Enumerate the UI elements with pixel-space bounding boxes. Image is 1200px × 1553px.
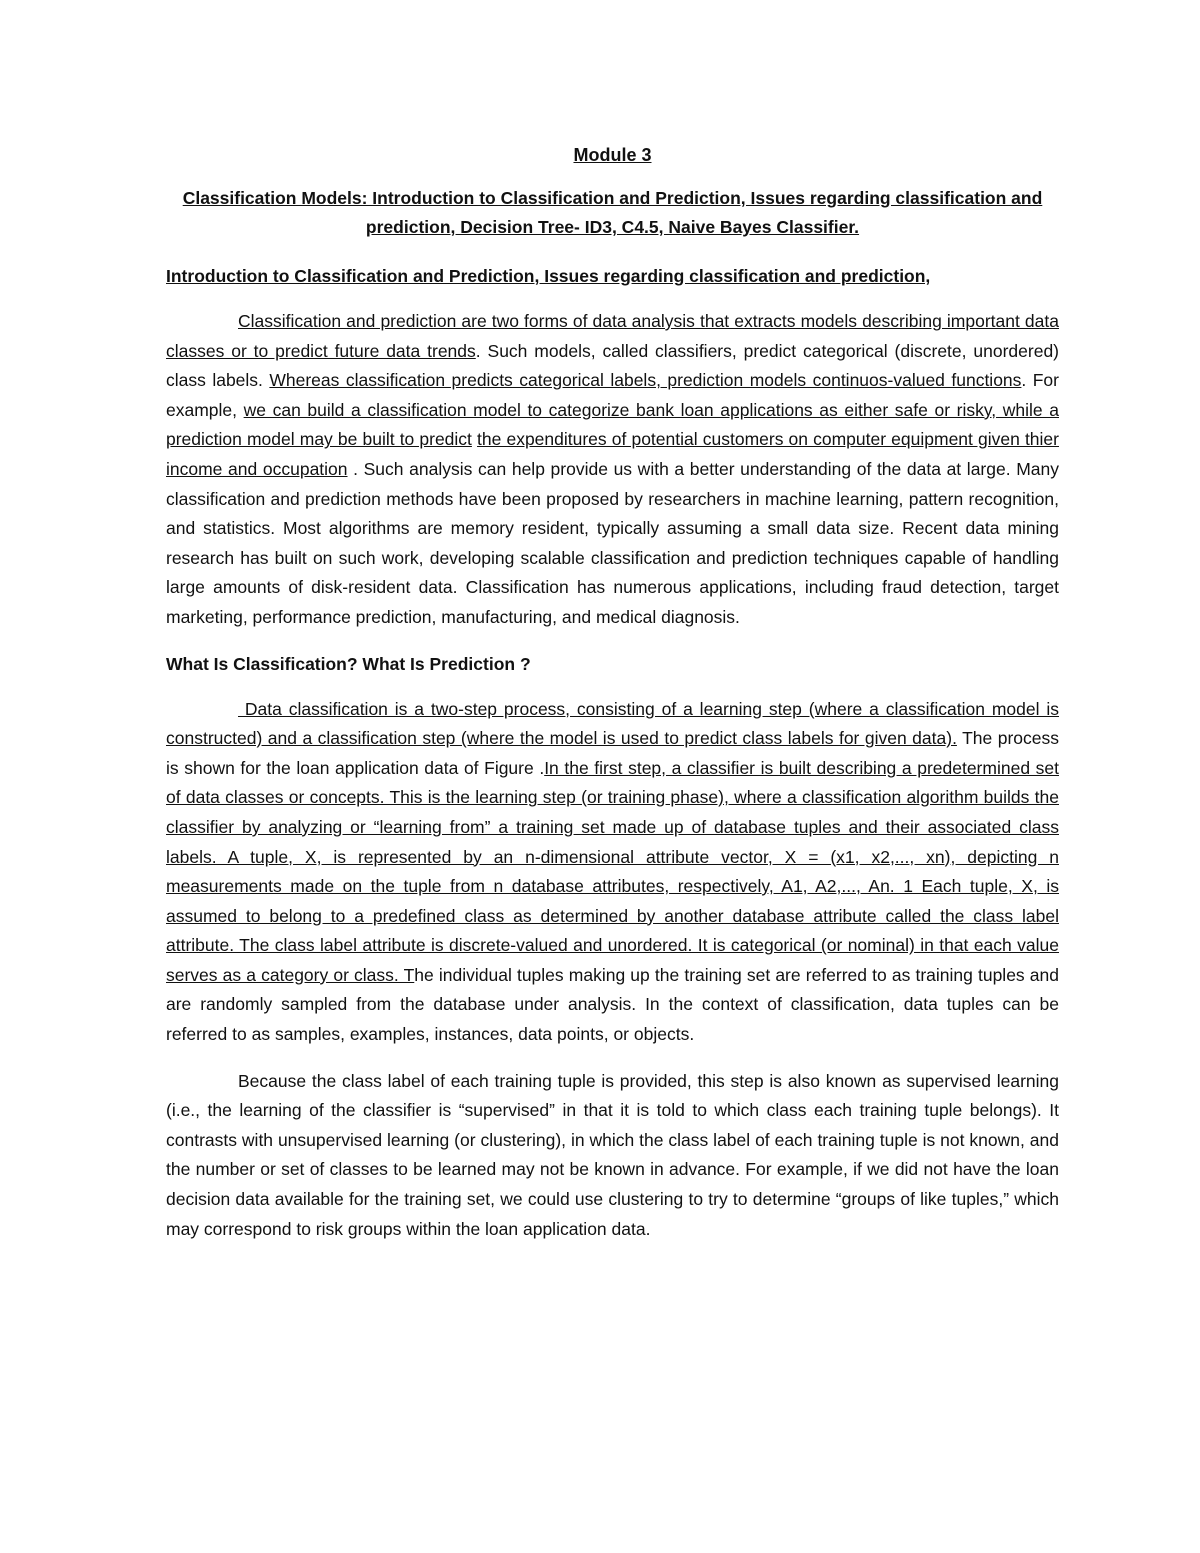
document-heading: Classification Models: Introduction to Classification and Prediction, Issues regarding classification and prediction, Decision Tree- ID3, C4.5, Naive Bayes Classifier. [182, 188, 1043, 237]
seg: . Such analysis can help provide us with a better understanding of the data at large. Many classification and prediction methods have been proposed by researchers in machine learning, pattern recognition, and statistics. Most algorithms are memory resident, typically assuming a small data size. Recent data mining research has built on such work, developing scalable classification and prediction techniques capable of handling large amounts of disk-resident data. Classification has numerous applications, including fraud detection, target marketing, performance prediction, manufacturing, and medical diagnosis. [166, 458, 1059, 627]
section-heading-what-is-classification: What Is Classification? What Is Prediction ? [166, 653, 531, 674]
seg: Whereas classification predicts categorical labels, prediction models continuos-valued functions [269, 370, 1022, 391]
document-page [166, 140, 1059, 1261]
seg: The process is shown for the loan application data of Figure . [166, 728, 1060, 778]
paragraph-two-step-process [166, 695, 1059, 1050]
seg: . Such models, called classifiers, predict categorical (discrete, unordered) class labels. [166, 340, 1060, 391]
seg: In the first step, a classifier is built describing a predetermined set of data classes or concepts. This is the learning step (or training phase), where a classification algorithm builds the classifier by analyzing or “learning from” a training set made up of database tuples and their associated class labels. A tuple, X, is represented by an n-dimensional attribute vector, X = (x1, x2,..., xn), depicting n measurements made on the tuple from n database attributes, respectively, A1, A2,..., An. 1 Each tuple, X, is assumed to belong to a predefined class as determined by another database attribute called the class label attribute. The class label attribute is discrete-valued and unordered. It is categorical (or nominal) in that each value serves as a category or class. T [166, 757, 1059, 985]
seg: the expenditures of potential customers on computer equipment given thier income and occupation [166, 429, 1059, 479]
seg: we can build a classification model to categorize bank loan applications as either safe or risky, while a prediction model may be built to predict [166, 399, 1059, 450]
seg: Data classification is a two-step process, consisting of a learning step (where a classification model is constructed) and a classification step (where the model is used to predict class labels for given data). [166, 698, 1059, 749]
section-heading-introduction: Introduction to Classification and Prediction, Issues regarding classification and prediction, [166, 266, 931, 286]
seg: Because the class label of each training tuple is provided, this step is also known as supervised learning (i.e., the learning of the classifier is “supervised” in that it is told to which class each training tuple belongs). It contrasts with unsupervised learning (or clustering), in which the class label of each training tuple is not known, and the number or set of classes to be learned may not be known in advance. For example, if we did not have the loan decision data available for the training set, we could use clustering to try to determine “groups of like tuples,” which may correspond to risk groups within the loan application data. [166, 1070, 1059, 1239]
paragraph-introduction [166, 307, 1059, 633]
module-title: Module 3 [573, 145, 652, 165]
seg: he individual tuples making up the training set are referred to as training tuples and are randomly sampled from the database under analysis. In the context of classification, data tuples can be referred to as samples, examples, instances, data points, or objects. [166, 964, 1059, 1045]
paragraph-supervised-learning [166, 1067, 1059, 1245]
seg: Classification and prediction are two forms of data analysis that extracts models describing important data classes or to predict future data trends [166, 311, 1059, 361]
seg: . For example, [166, 370, 1059, 420]
